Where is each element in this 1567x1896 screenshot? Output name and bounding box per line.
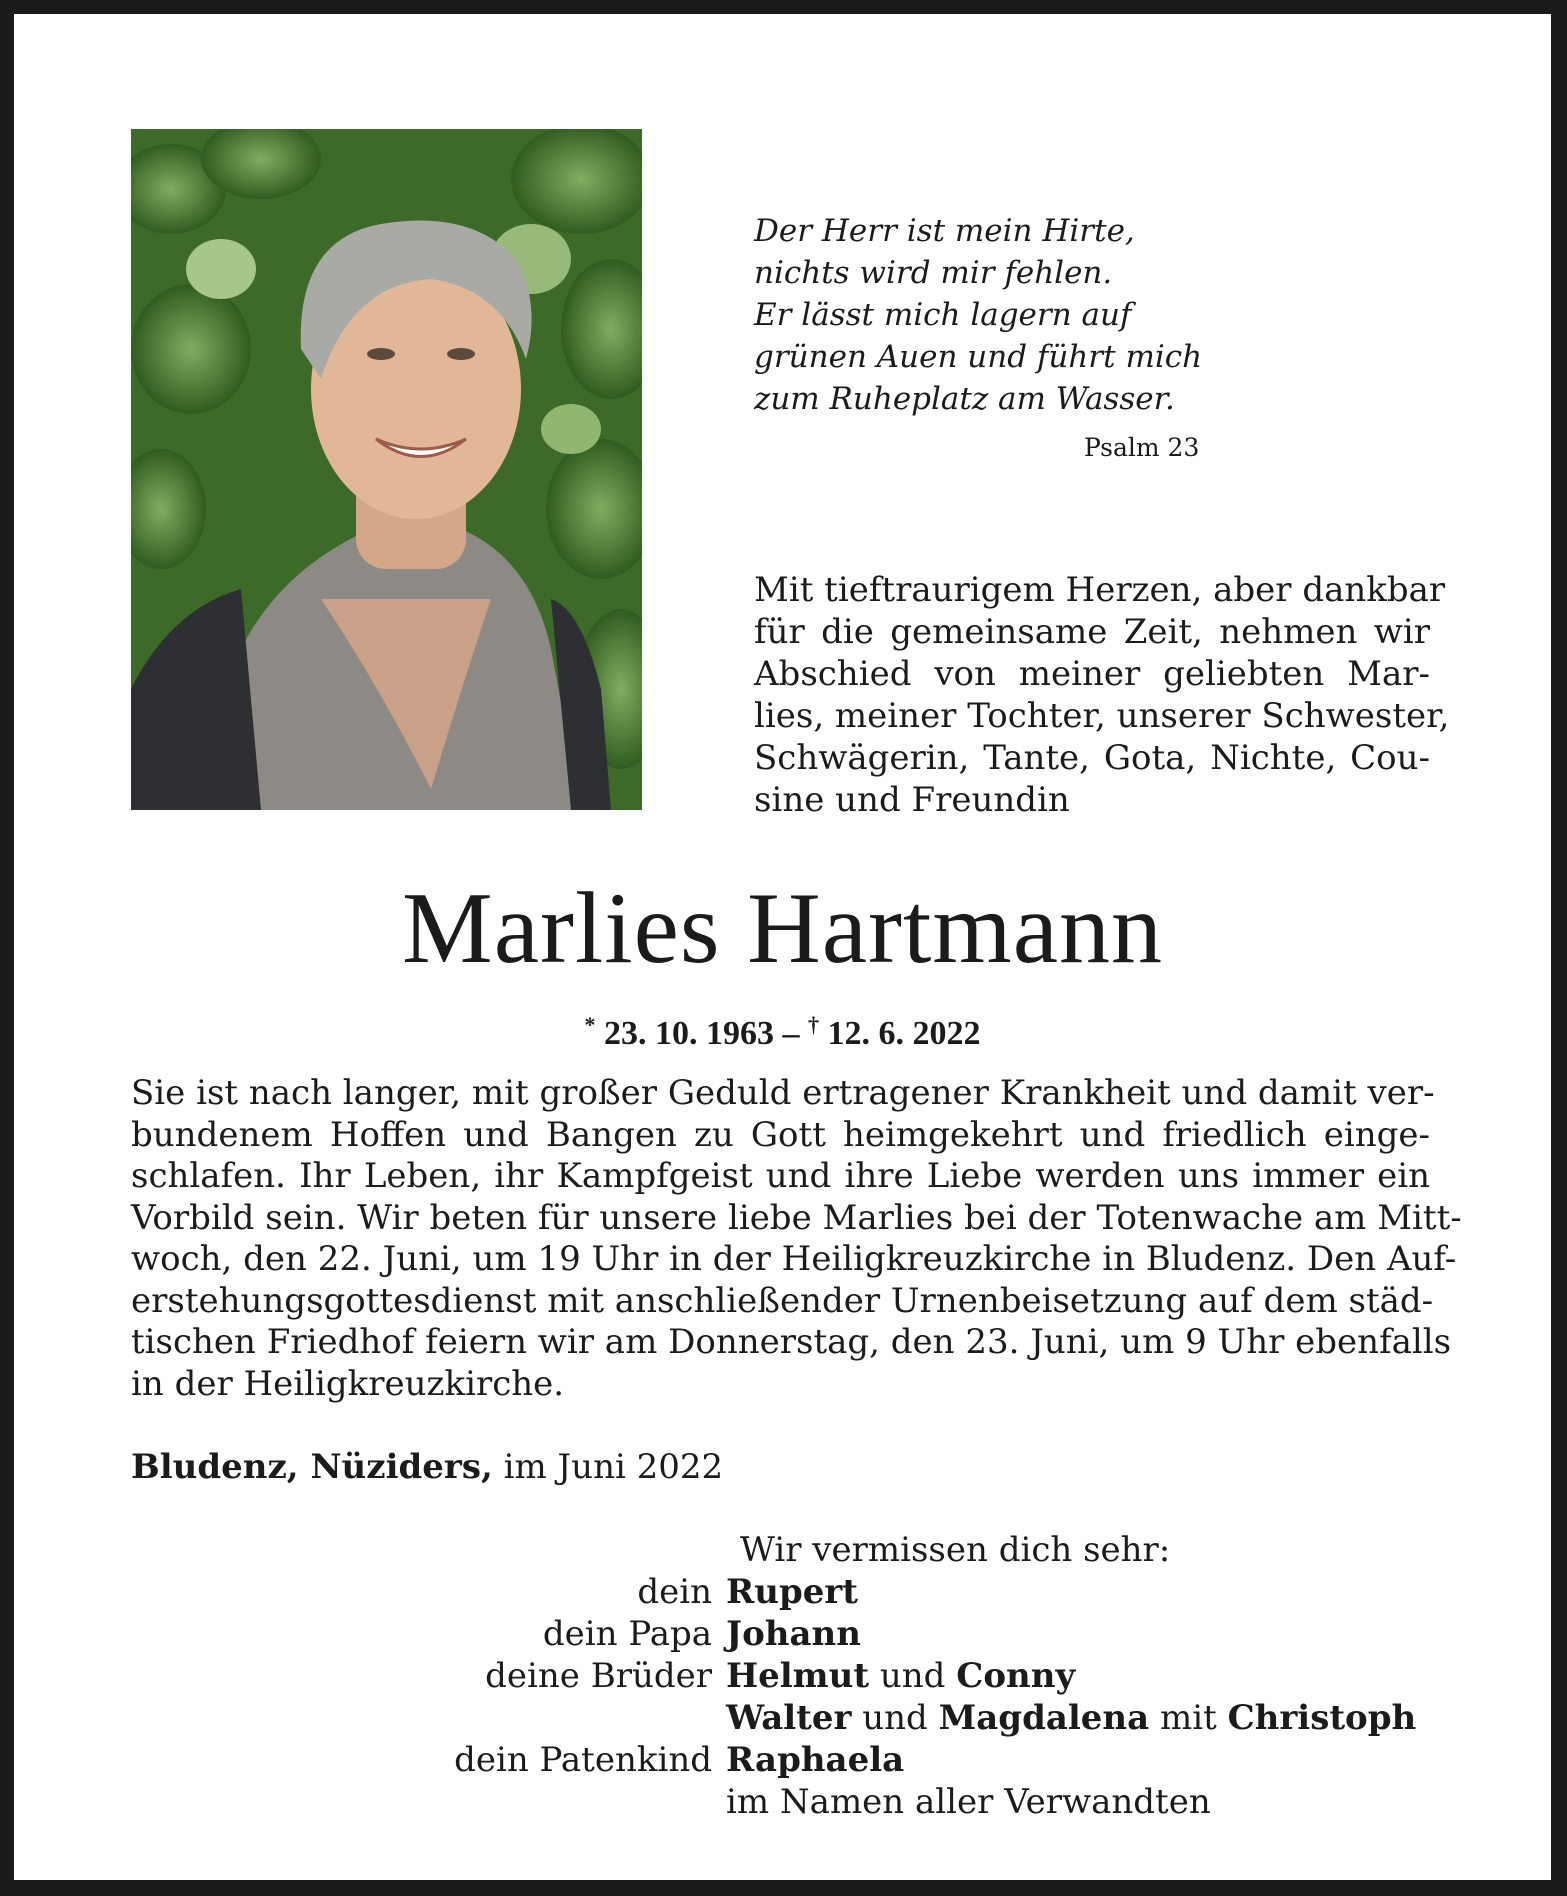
- survivor-row: [314, 1613, 1464, 1655]
- survivor-name: Magdalena: [938, 1698, 1150, 1738]
- body-line: in der Heiligkreuzkirche.: [131, 1363, 565, 1404]
- body-line: erstehungsgottesdienst mit anschließender Urnenbeisetzung auf dem städ-: [131, 1280, 1434, 1321]
- survivor-relation: dein Papa: [542, 1614, 712, 1654]
- birth-date: 23. 10. 1963: [604, 1015, 774, 1052]
- survivors-list: [314, 1571, 1464, 1823]
- psalm-line: Der Herr ist mein Hirte,: [754, 213, 1135, 249]
- birth-mark: *: [584, 1012, 596, 1037]
- psalm-line: grünen Auen und führt mich: [754, 339, 1203, 375]
- death-date: 12. 6. 2022: [827, 1015, 981, 1052]
- intro-line: sine und Freundin: [754, 780, 1070, 820]
- survivor-relation: [314, 1781, 726, 1823]
- psalm-line: nichts wird mir fehlen.: [754, 255, 1113, 291]
- date-separator: –: [782, 1015, 800, 1052]
- portrait-photo: [131, 129, 642, 810]
- survivor-name: Raphaela: [726, 1740, 905, 1780]
- survivor-name: Walter: [726, 1698, 852, 1738]
- survivor-row: [314, 1739, 1464, 1781]
- survivor-row: [314, 1655, 1464, 1697]
- body-line: schlafen. Ihr Leben, ihr Kampfgeist und ihre Liebe werden uns immer ein: [131, 1156, 1430, 1196]
- intro-line: Abschied von meiner geliebten Mar-: [754, 654, 1430, 694]
- intro-line: Schwägerin, Tante, Gota, Nichte, Cou-: [754, 738, 1430, 778]
- survivor-connector: und: [851, 1698, 939, 1738]
- survivor-name: Helmut: [726, 1656, 870, 1696]
- survivor-names: [726, 1697, 1416, 1739]
- life-dates: [14, 1004, 1551, 1055]
- psalm-line: zum Ruheplatz am Wasser.: [754, 381, 1175, 417]
- body-line: Vorbild sein. Wir beten für unsere liebe Marlies bei der Totenwache am Mitt-: [131, 1197, 1462, 1238]
- intro-paragraph: [754, 569, 1450, 821]
- portrait-photo-illustration: [131, 129, 642, 810]
- survivor-row: [314, 1781, 1464, 1823]
- survivor-name: Johann: [726, 1614, 861, 1654]
- notice-date: im Juni 2022: [492, 1447, 724, 1487]
- survivor-connector: und: [869, 1656, 957, 1696]
- survivor-relation: dein Patenkind: [454, 1740, 712, 1780]
- body-line: Sie ist nach langer, mit großer Geduld ertragener Krankheit und damit ver-: [131, 1073, 1435, 1113]
- survivor-connector: mit: [1149, 1698, 1228, 1738]
- survivor-names: [726, 1613, 861, 1655]
- intro-line: für die gemeinsame Zeit, nehmen wir: [754, 612, 1430, 652]
- survivors-heading: Wir vermissen dich sehr:: [740, 1530, 1171, 1570]
- place-names: Bludenz, Nüziders,: [131, 1447, 493, 1487]
- psalm-quote: [754, 210, 1274, 420]
- body-line: tischen Friedhof feiern wir am Donnerstag, den 23. Juni, um 9 Uhr ebenfalls: [131, 1322, 1452, 1362]
- survivor-names: [726, 1739, 904, 1781]
- survivor-relation: [314, 1697, 726, 1739]
- survivor-names: [726, 1571, 858, 1613]
- body-line: bundenem Hoffen und Bangen zu Gott heimgekehrt und friedlich einge-: [131, 1114, 1430, 1155]
- obituary-page: [14, 14, 1551, 1880]
- intro-line: lies, meiner Tochter, unserer Schwester,: [754, 696, 1450, 736]
- intro-line: Mit tieftraurigem Herzen, aber dankbar: [754, 570, 1446, 610]
- survivor-connector: im Namen aller Verwandten: [726, 1782, 1211, 1822]
- survivor-relation: dein: [637, 1572, 712, 1612]
- survivor-names: [726, 1781, 1211, 1823]
- psalm-line: Er lässt mich lagern auf: [754, 297, 1132, 333]
- survivor-row: [314, 1697, 1464, 1739]
- survivor-row: [314, 1571, 1464, 1613]
- survivor-name: Rupert: [726, 1572, 858, 1612]
- survivor-names: [726, 1655, 1075, 1697]
- survivor-name: Christoph: [1227, 1698, 1417, 1738]
- survivor-relation: deine Brüder: [485, 1656, 712, 1696]
- place-and-date: [131, 1446, 723, 1488]
- body-paragraph: [131, 1073, 1462, 1405]
- death-mark: †: [808, 1012, 819, 1037]
- body-line: woch, den 22. Juni, um 19 Uhr in der Heiligkreuzkirche in Bludenz. Den Auf-: [131, 1239, 1457, 1279]
- deceased-name: Marlies Hartmann: [402, 872, 1163, 985]
- survivor-name: Conny: [956, 1656, 1076, 1696]
- psalm-reference: Psalm 23: [1084, 433, 1200, 462]
